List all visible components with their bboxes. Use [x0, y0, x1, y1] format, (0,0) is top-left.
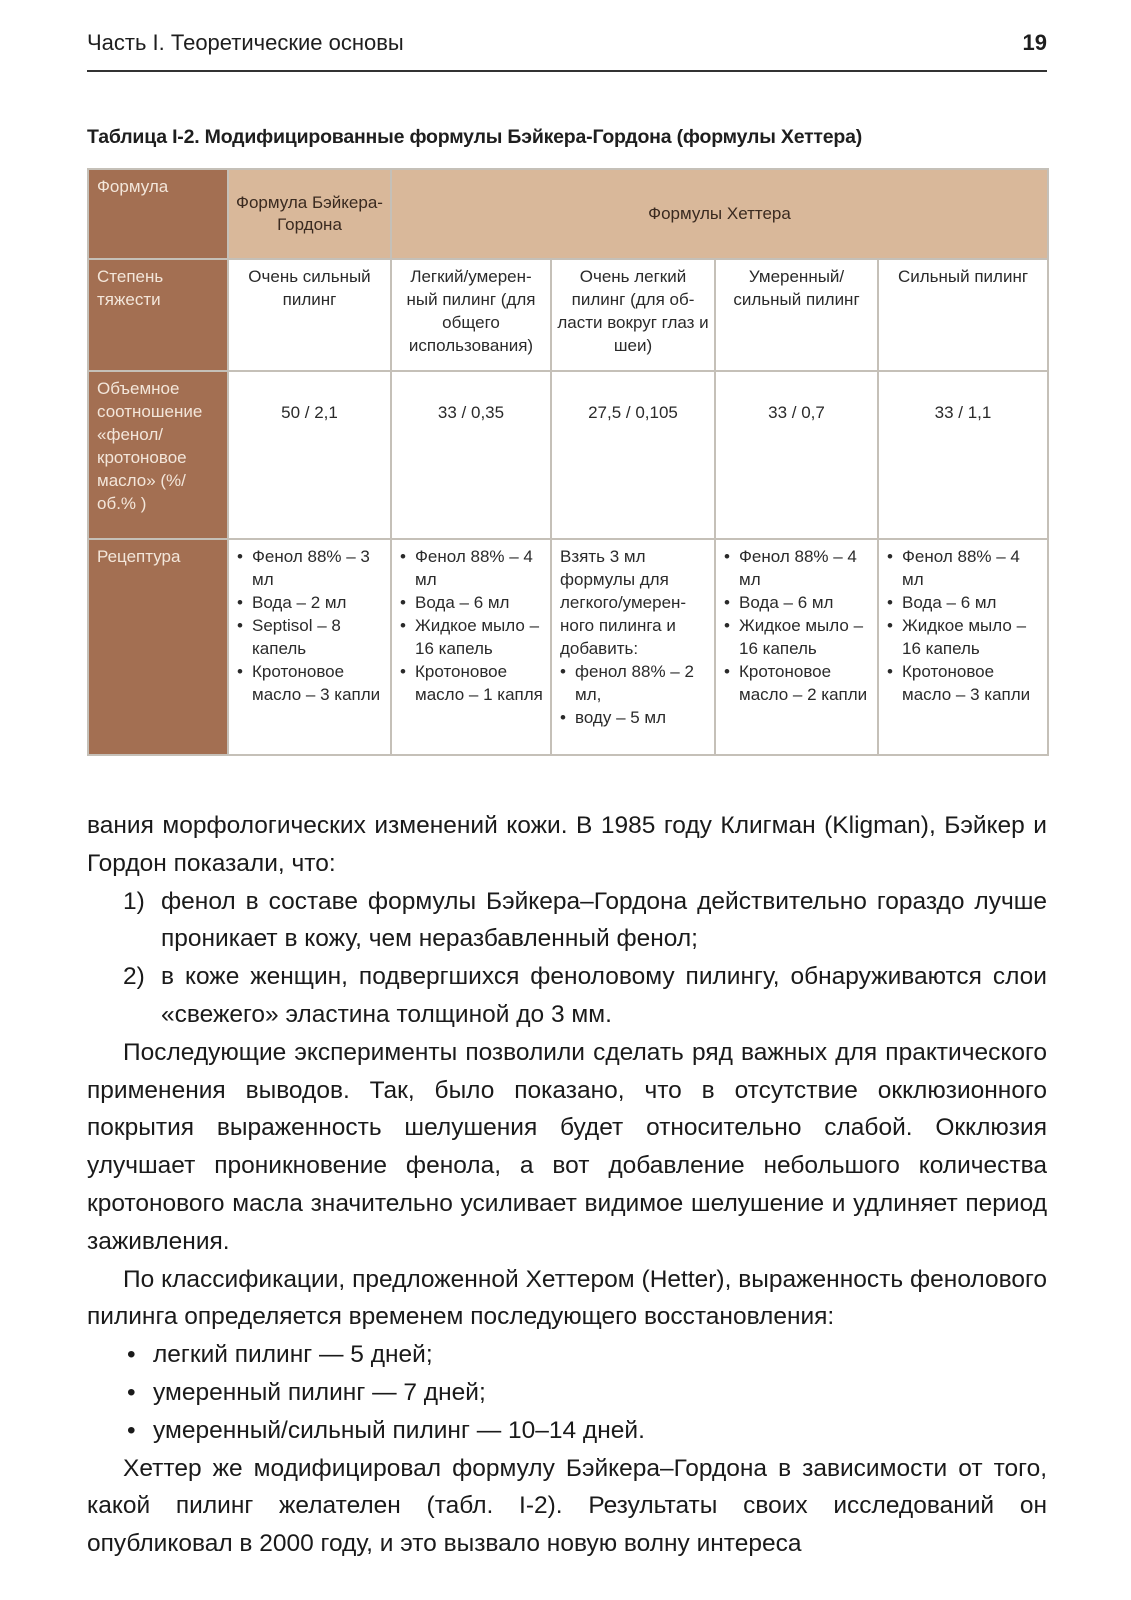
- severity-cell: Сильный пилинг: [878, 259, 1048, 371]
- ratio-cell: 50 / 2,1: [228, 371, 391, 539]
- bullet-item: • умеренный пилинг — 7 дней;: [87, 1374, 1047, 1412]
- recipe-item: • Кротоновое масло – 3 капли: [237, 661, 384, 707]
- recipe-item: • Фенол 88% – 4 мл: [724, 546, 871, 592]
- item-number: 1): [123, 887, 145, 915]
- severity-cell: Очень легкий пилинг (для об-ласти вокруг глаз и шеи): [551, 259, 715, 371]
- recipe-list: [887, 546, 1041, 707]
- header-rule: [87, 70, 1047, 72]
- ratio-cell: 27,5 / 0,105: [551, 371, 715, 539]
- numbered-item: [87, 883, 1047, 959]
- ratio-cell: 33 / 1,1: [878, 371, 1048, 539]
- bullet-item: • легкий пилинг — 5 дней;: [87, 1336, 1047, 1374]
- paragraph: вания морфологических изменений кожи. В 1985 году Клигман (Kligman), Бэйкер и Гордон показали, что:: [87, 812, 1047, 877]
- paragraph: Хеттер же модифицировал формулу Бэйкера–Гордона в зависимости от того, какой пилинг желателен (табл. I-2). Результаты своих исследований он опубликовал в 2000 году, и это вызвало новую волну интереса: [87, 1454, 1047, 1558]
- recipe-item: • Вода – 6 мл: [400, 592, 544, 615]
- recipe-cell: [878, 539, 1048, 755]
- severity-cell: Легкий/умерен-ный пилинг (для общего использования): [391, 259, 551, 371]
- paragraph: По классификации, предложенной Хеттером (Hetter), выраженность фенолового пилинга определяется временем последующего восстановления:: [87, 1265, 1047, 1331]
- header-baker-gordon: Формула Бэйкера-Гордона: [228, 169, 391, 259]
- header-hetter: Формулы Хеттера: [391, 169, 1048, 259]
- row-label-ratio: Объемное соотношение «фенол/ кротоновое масло» (%/ об.% ): [88, 371, 228, 539]
- recipe-item: • Жидкое мыло – 16 капель: [724, 615, 871, 661]
- recipe-cell: [715, 539, 878, 755]
- recipe-item: • воду – 5 мл: [560, 707, 708, 730]
- numbered-item: [87, 958, 1047, 1034]
- running-head: [87, 30, 1047, 56]
- recipe-cell: [228, 539, 391, 755]
- recipe-item: • Кротоновое масло – 2 капли: [724, 661, 871, 707]
- recipe-item: • Septisol – 8 капель: [237, 615, 384, 661]
- bullet-item: • умеренный/сильный пилинг — 10–14 дней.: [87, 1412, 1047, 1450]
- item-number: 2): [123, 963, 145, 991]
- page-number: 19: [1022, 30, 1047, 55]
- recipe-item: • Жидкое мыло – 16 капель: [887, 615, 1041, 661]
- row-label-formula: Формула: [88, 169, 228, 259]
- recipe-intro: Взять 3 мл формулы для легкого/умерен-ного пилинга и добавить:: [560, 547, 687, 658]
- recipe-list: [237, 546, 384, 707]
- recipe-item: • Вода – 6 мл: [887, 592, 1041, 615]
- section-title: Часть I. Теоретические основы: [87, 30, 404, 55]
- recipe-item: • Фенол 88% – 4 мл: [400, 546, 544, 592]
- recipe-list: [560, 661, 708, 730]
- table-row: [88, 371, 1048, 539]
- recipe-item: • Фенол 88% – 4 мл: [887, 546, 1041, 592]
- paragraph: Последующие эксперименты позволили сделать ряд важных для практического применения выводов. Так, было показано, что в отсутствие окклюзионного покрытия выраженность шелушения будет относительно слабой. Окклюзия улучшает проникновение фенола, а вот добавление небольшого количества кротонового масла значительно усиливает видимое шелушение и удлиняет период заживления.: [87, 1038, 1047, 1255]
- formula-table: [87, 168, 1049, 756]
- bullet-list: [87, 1336, 1047, 1449]
- ratio-cell: 33 / 0,7: [715, 371, 878, 539]
- recipe-list: [724, 546, 871, 707]
- severity-cell: Умеренный/ сильный пилинг: [715, 259, 878, 371]
- table-caption: Таблица I-2. Модифицированные формулы Бэйкера-Гордона (формулы Хеттера): [87, 126, 863, 148]
- recipe-item: • фенол 88% – 2 мл,: [560, 661, 708, 707]
- recipe-cell: [391, 539, 551, 755]
- severity-cell: Очень сильный пилинг: [228, 259, 391, 371]
- recipe-item: • Вода – 6 мл: [724, 592, 871, 615]
- recipe-item: • Вода – 2 мл: [237, 592, 384, 615]
- item-text: фенол в составе формулы Бэйкера–Гордона действительно гораздо лучше проникает в кожу, чем неразбавленный фенол;: [161, 887, 1047, 953]
- numbered-list: [87, 883, 1047, 1034]
- table-row: [88, 539, 1048, 755]
- recipe-item: • Жидкое мыло – 16 капель: [400, 615, 544, 661]
- recipe-item: • Кротоновое масло – 1 капля: [400, 661, 544, 707]
- row-label-recipe: Рецептура: [88, 539, 228, 755]
- recipe-item: • Кротоновое масло – 3 капли: [887, 661, 1041, 707]
- body-text: [87, 807, 1047, 1563]
- table-row: [88, 169, 1048, 259]
- row-label-severity: Степень тяжести: [88, 259, 228, 371]
- recipe-cell: [551, 539, 715, 755]
- recipe-item: • Фенол 88% – 3 мл: [237, 546, 384, 592]
- table-row: [88, 259, 1048, 371]
- ratio-cell: 33 / 0,35: [391, 371, 551, 539]
- recipe-list: [400, 546, 544, 707]
- item-text: в коже женщин, подвергшихся феноловому пилингу, обнаруживаются слои «свежего» эластина толщиной до 3 мм.: [161, 963, 1047, 1028]
